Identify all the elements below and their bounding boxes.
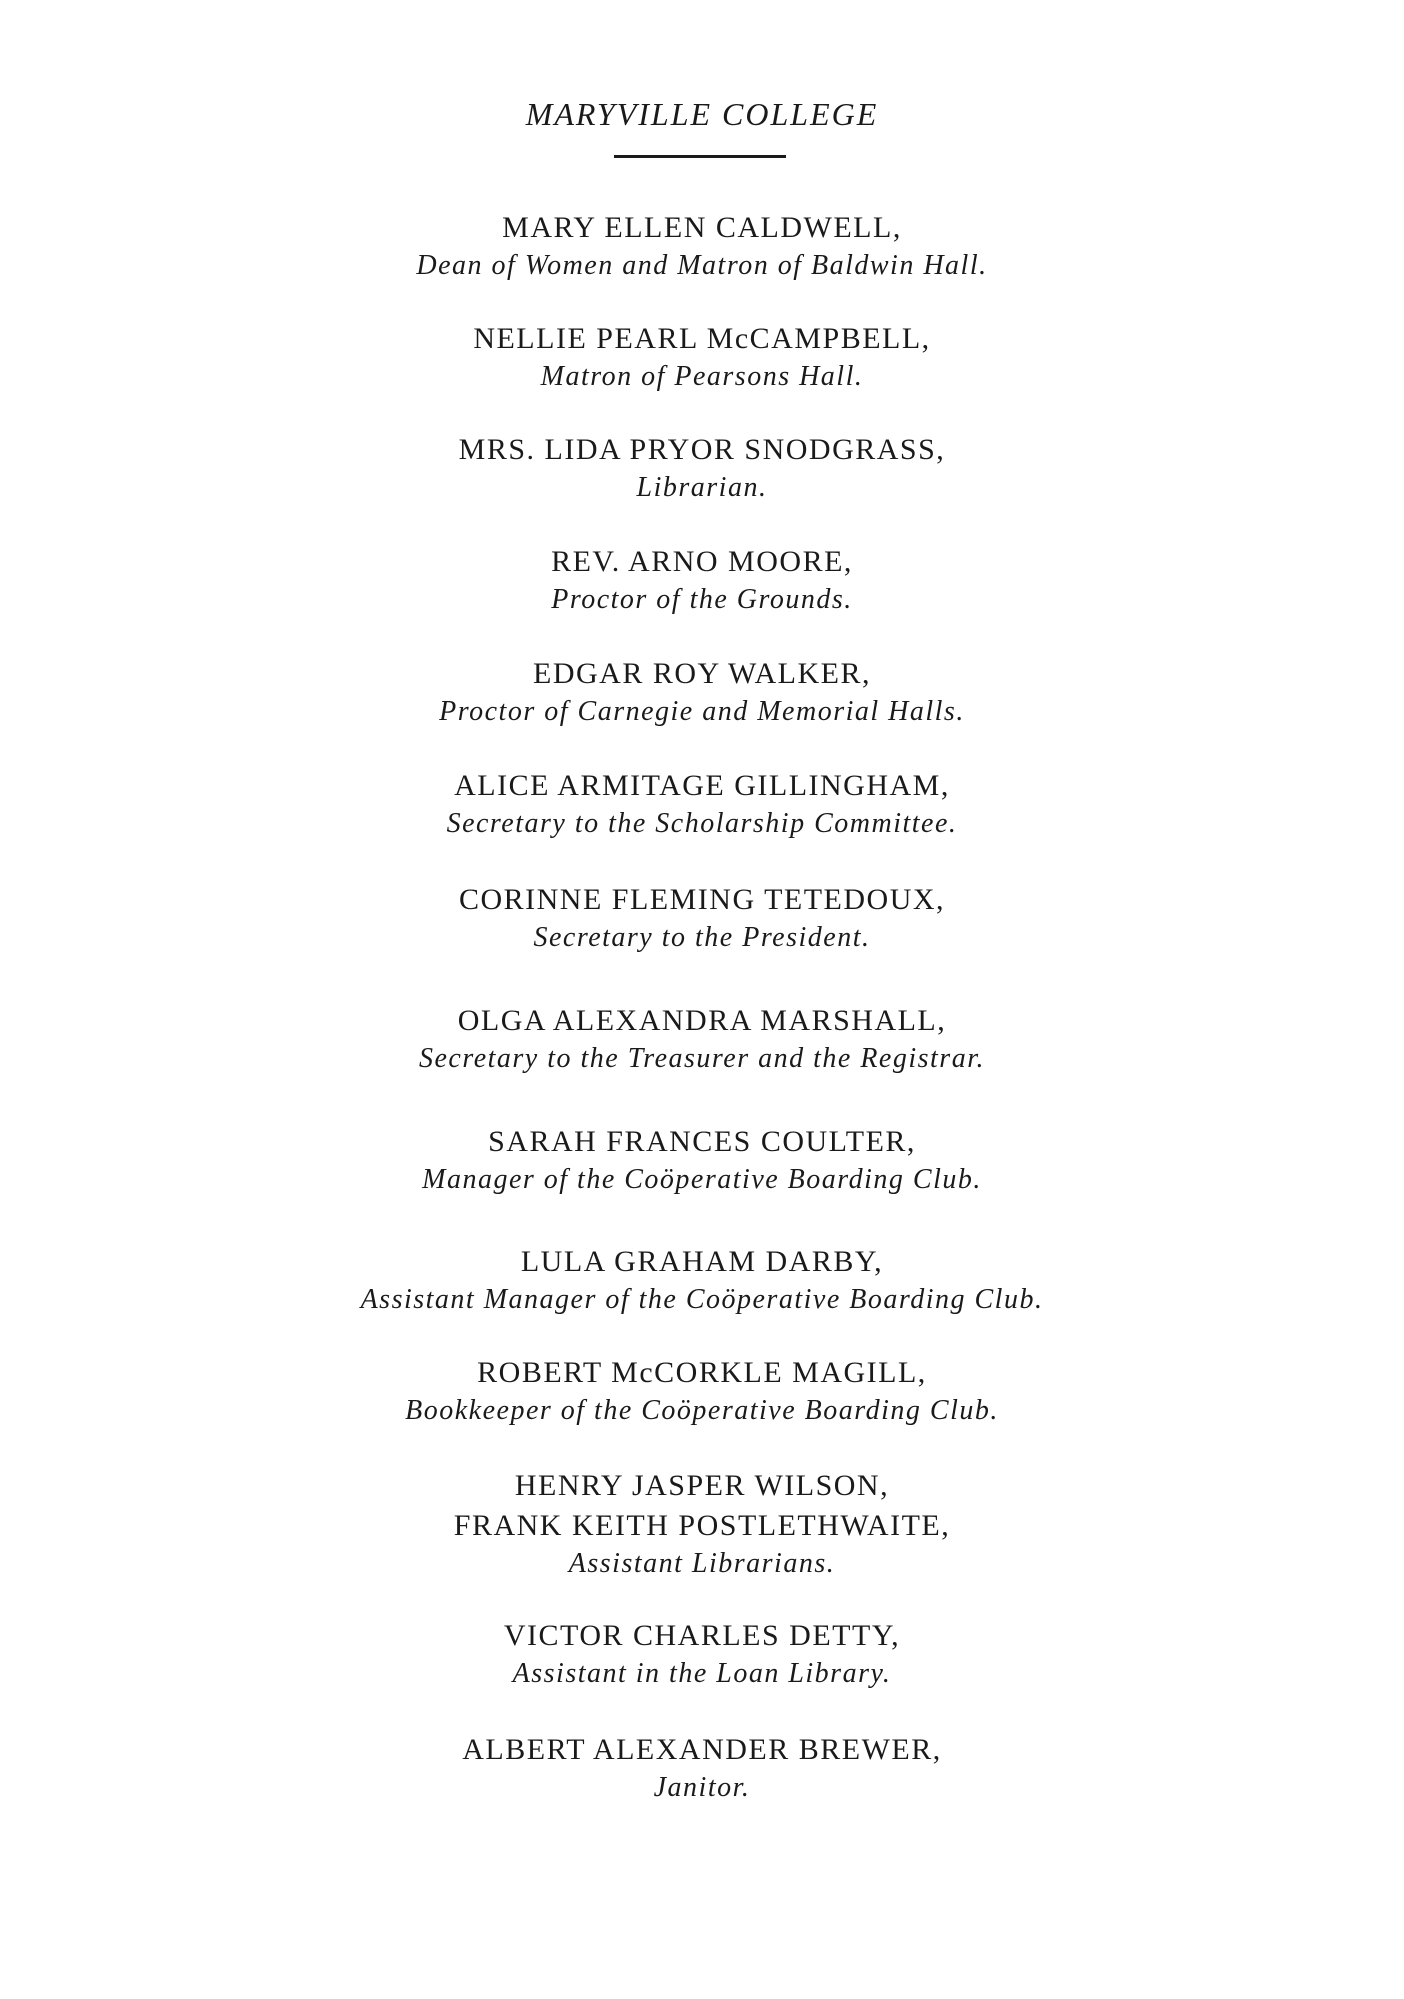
staff-name: CORINNE FLEMING TETEDOUX, <box>458 883 946 916</box>
staff-entry <box>0 1001 1404 1077</box>
staff-entry <box>0 1122 1404 1198</box>
header-rule <box>614 155 786 158</box>
staff-name: OLGA ALEXANDRA MARSHALL, <box>457 1004 947 1037</box>
staff-title: Secretary to the Scholarship Committee. <box>446 808 958 839</box>
staff-title: Bookkeeper of the Coöperative Boarding Club. <box>405 1395 999 1426</box>
staff-title: Librarian. <box>636 472 768 503</box>
staff-title: Janitor. <box>653 1772 751 1803</box>
staff-title: Dean of Women and Matron of Baldwin Hall. <box>416 250 988 281</box>
staff-entry <box>0 766 1404 842</box>
staff-name: MARY ELLEN CALDWELL, <box>502 211 902 244</box>
staff-entry <box>0 542 1404 618</box>
staff-entry <box>0 654 1404 730</box>
staff-name: LULA GRAHAM DARBY, <box>520 1245 884 1278</box>
staff-name: REV. ARNO MOORE, <box>551 545 853 578</box>
staff-entry <box>0 880 1404 956</box>
staff-name: SARAH FRANCES COULTER, <box>488 1125 916 1158</box>
staff-entry <box>0 1353 1404 1429</box>
staff-title: Matron of Pearsons Hall. <box>540 361 864 392</box>
staff-title: Secretary to the President. <box>533 922 871 953</box>
staff-entry <box>0 430 1404 506</box>
staff-name: ALICE ARMITAGE GILLINGHAM, <box>454 769 950 802</box>
staff-name: HENRY JASPER WILSON, <box>514 1469 890 1502</box>
staff-entry <box>0 1730 1404 1806</box>
staff-title: Assistant in the Loan Library. <box>512 1658 892 1689</box>
staff-entry <box>0 1616 1404 1692</box>
staff-name: EDGAR ROY WALKER, <box>533 657 871 690</box>
staff-title: Assistant Librarians. <box>568 1548 836 1579</box>
staff-name: VICTOR CHARLES DETTY, <box>503 1619 901 1652</box>
staff-name: NELLIE PEARL McCAMPBELL, <box>473 322 931 355</box>
staff-title: Proctor of the Grounds. <box>551 584 853 615</box>
staff-entry <box>0 208 1404 284</box>
staff-title: Proctor of Carnegie and Memorial Halls. <box>439 696 965 727</box>
staff-name: ROBERT McCORKLE MAGILL, <box>477 1356 927 1389</box>
staff-entry <box>0 1466 1404 1582</box>
staff-name: FRANK KEITH POSTLETHWAITE, <box>453 1509 951 1542</box>
staff-title: Secretary to the Treasurer and the Registrar. <box>418 1043 985 1074</box>
staff-entry <box>0 1242 1404 1318</box>
staff-entry <box>0 319 1404 395</box>
staff-name: ALBERT ALEXANDER BREWER, <box>462 1733 942 1766</box>
staff-title: Assistant Manager of the Coöperative Boarding Club. <box>360 1284 1044 1315</box>
running-head: MARYVILLE COLLEGE <box>525 96 879 132</box>
staff-title: Manager of the Coöperative Boarding Club. <box>422 1164 982 1195</box>
staff-name: MRS. LIDA PRYOR SNODGRASS, <box>458 433 946 466</box>
